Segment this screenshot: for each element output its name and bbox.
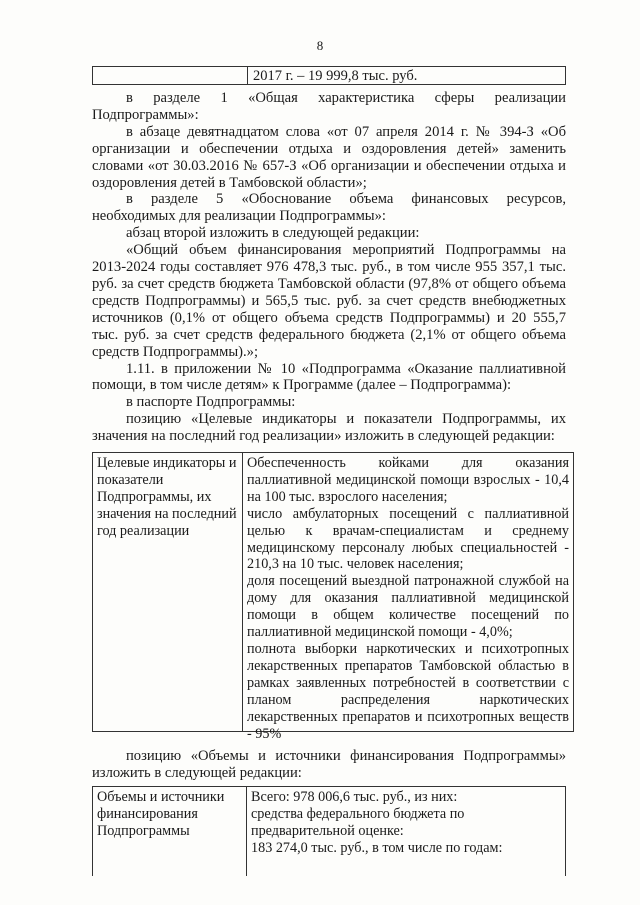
financing-item: Всего: 978 006,6 тыс. руб., из них: bbox=[251, 789, 458, 805]
indicators-table bbox=[92, 452, 574, 742]
paragraph: «Общий объем финансирования мероприятий Подпрограммы на 2013-2024 годы составляет 976 478,3 тыс. руб., в том числе 955 357,1 тыс. руб. за счет средств бюджета Тамбовской области (97,8% от общего объема средств Подпрограммы) и 565,5 тыс. руб. за счет средств внебюджетных источников (0,1% от общего объема средств Подпрограммы) и 20 555,7 тыс. руб. за счет средств федерального бюджета (2,1% от общего объема средств Подпрограммы).»; bbox=[92, 242, 566, 360]
financing-table-left-cell bbox=[93, 787, 247, 876]
financing-item: 183 274,0 тыс. руб., в том числе по годам: bbox=[251, 839, 503, 856]
financing-table bbox=[92, 786, 566, 876]
indicators-table-left-cell bbox=[93, 453, 243, 731]
paragraph: в паспорте Подпрограммы: bbox=[126, 394, 296, 411]
indicator-item: доля посещений выездной патронажной службой на дому для оказания паллиативной медицинской помощи в общем количестве посещений по паллиативной медицинской помощи - 4,0%; bbox=[247, 573, 569, 641]
financing-label: Объемы и источники финансирования Подпрограммы bbox=[97, 789, 225, 839]
table-divider bbox=[247, 67, 248, 84]
paragraph: 1.11. в приложении № 10 «Подпрограмма «Оказание паллиативной помощи, в том числе детям» к Программе (далее – Подпрограмма): bbox=[92, 360, 566, 394]
paragraph: абзац второй изложить в следующей редакции: bbox=[126, 225, 420, 242]
paragraph: в абзаце девятнадцатом слова «от 07 апреля 2014 г. № 394-З «Об организации и обеспечении отдыха и оздоровления детей» заменить словами «от 30.03.2016 № 657-З «Об организации и обеспечении отдыха и оздоровления детей в Тамбовской области»; bbox=[92, 123, 566, 191]
paragraph: в разделе 1 «Общая характеристика сферы реализации Подпрограммы»: bbox=[92, 90, 566, 123]
financing-table-right-cell bbox=[247, 787, 565, 859]
paragraph: в разделе 5 «Обоснование объема финансовых ресурсов, необходимых для реализации Подпрограммы»: bbox=[92, 191, 566, 225]
financing-item: средства федерального бюджета по предварительной оценке: bbox=[251, 805, 465, 839]
page-number: 8 bbox=[316, 38, 324, 53]
indicators-table-right-cell bbox=[243, 453, 573, 744]
indicator-item: число амбулаторных посещений с паллиативной целью к врачам-специалистам и среднему медицинскому персоналу любых специальностей - 210,3 на 10 тыс. человек населения; bbox=[247, 505, 569, 573]
top-table bbox=[92, 66, 566, 85]
indicator-item: полнота выборки наркотических и психотропных лекарственных препаратов Тамбовской областью в рамках заявленных потребностей в соответствии с планом распределения наркотических лекарственных препаратов и психотропных веществ - 95% bbox=[247, 640, 569, 742]
paragraph-after-table bbox=[92, 748, 566, 782]
paragraph: позицию «Объемы и источники финансирования Подпрограммы» изложить в следующей редакции: bbox=[92, 748, 566, 781]
body-text bbox=[92, 90, 566, 445]
indicators-label: Целевые индикаторы и показатели Подпрограммы, их значения на последний год реализации bbox=[97, 455, 237, 539]
paragraph: позицию «Целевые индикаторы и показатели Подпрограммы, их значения на последний год реализации» изложить в следующей редакции: bbox=[92, 411, 566, 445]
top-table-cell: 2017 г. – 19 999,8 тыс. руб. bbox=[253, 68, 418, 84]
indicator-item: Обеспеченность койками для оказания паллиативной медицинской помощи взрослых - 10,4 на 100 тыс. взрослого населения; bbox=[247, 455, 569, 505]
